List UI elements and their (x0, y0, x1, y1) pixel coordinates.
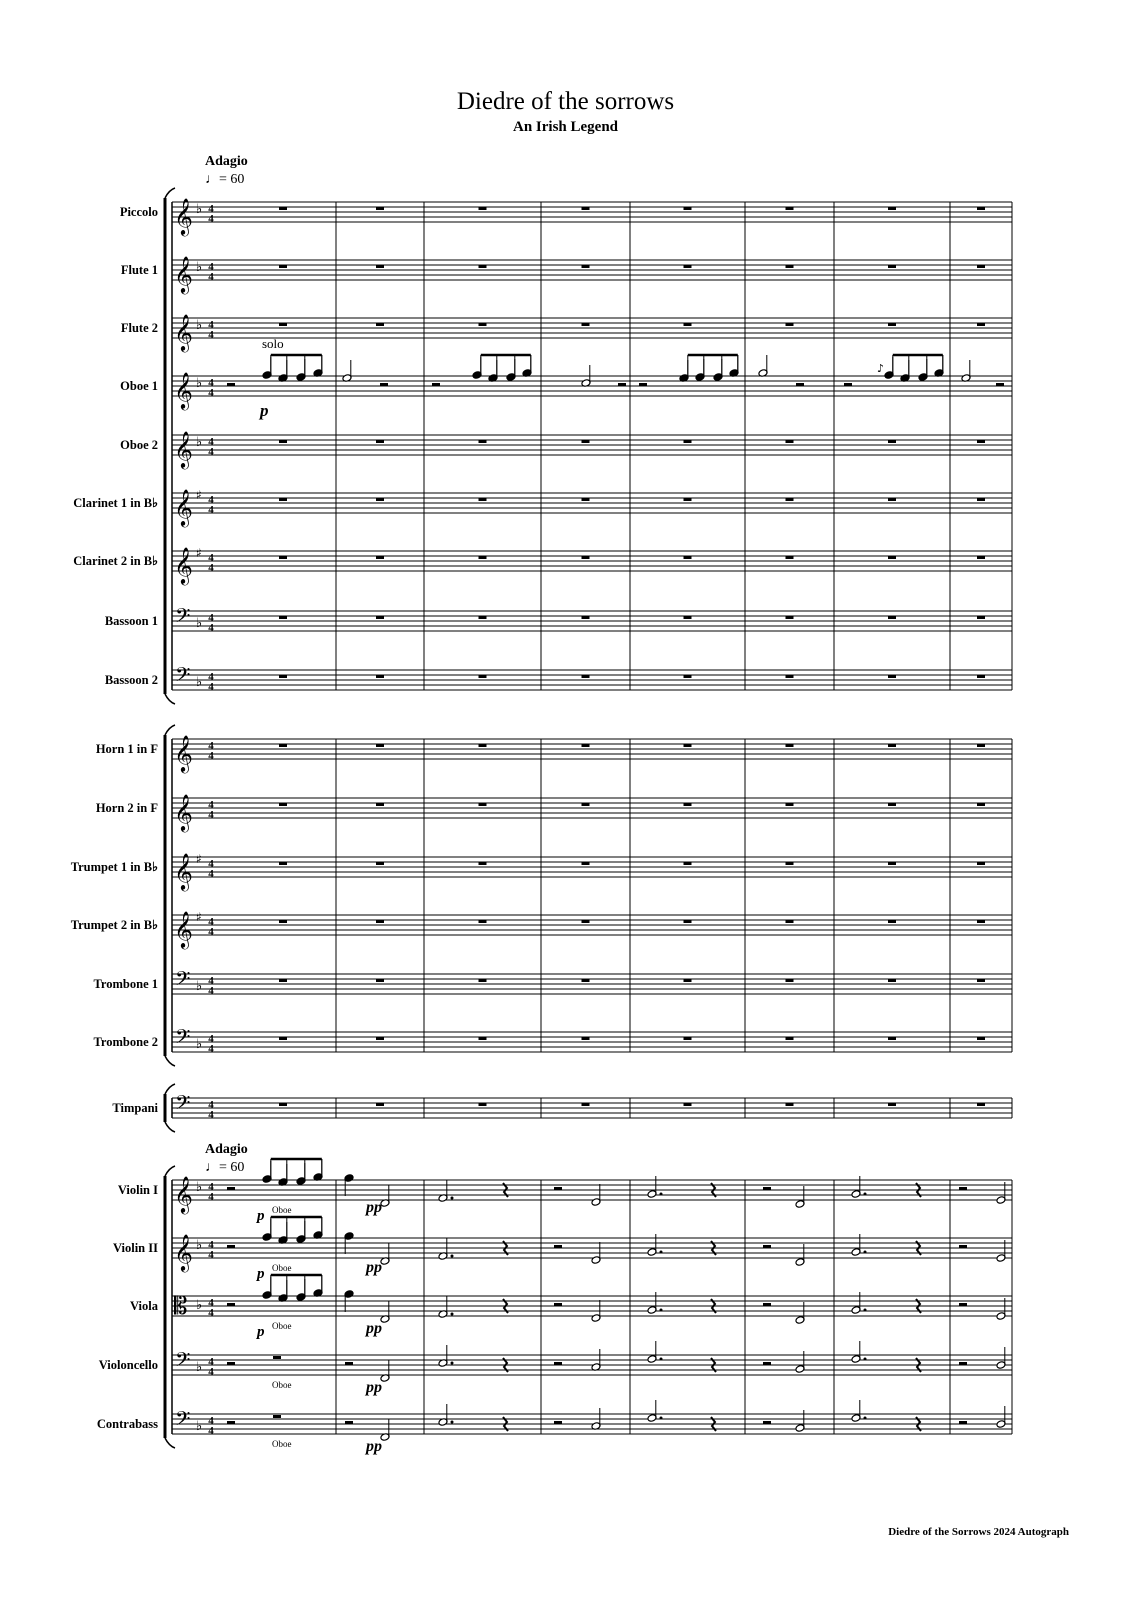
time-signature-bottom: 4 (208, 926, 214, 938)
bass-clef: 𝄢 (175, 1407, 191, 1435)
dynamic-marking: p (257, 1266, 265, 1282)
key-signature-flat: ♭ (196, 1180, 203, 1195)
time-signature-top: 4 (208, 261, 214, 273)
augmentation-dot (451, 1421, 454, 1424)
instrument-label: Piccolo (119, 205, 158, 219)
time-signature-bottom: 4 (208, 985, 214, 997)
instrument-label: Horn 2 in F (95, 801, 158, 815)
augmentation-dot (660, 1251, 663, 1254)
time-signature-top: 4 (208, 612, 214, 624)
whole-rest (786, 862, 794, 865)
half-rest (996, 383, 1004, 386)
dynamic-marking: p (257, 1208, 265, 1224)
time-signature-bottom: 4 (208, 809, 214, 821)
dynamic-marking: p (260, 401, 269, 420)
half-rest (763, 1303, 771, 1306)
half-rest (227, 383, 235, 386)
footer-text: Diedre of the Sorrows 2024 Autograph (888, 1526, 1069, 1538)
instrument-label: Trumpet 1 in B♭ (70, 860, 158, 874)
whole-rest (376, 979, 384, 982)
whole-rest (279, 556, 287, 559)
whole-rest (786, 803, 794, 806)
half-rest (345, 1421, 353, 1424)
whole-rest (582, 979, 590, 982)
whole-rest (279, 979, 287, 982)
augmentation-dot (864, 1358, 867, 1361)
whole-rest (786, 675, 794, 678)
whole-rest (888, 862, 896, 865)
half-rest (639, 383, 647, 386)
cue-label: Oboe (272, 1380, 292, 1390)
instrument-label: Oboe 1 (120, 379, 158, 393)
key-signature-flat: ♭ (196, 202, 203, 217)
treble-clef: 𝄞 (174, 197, 193, 235)
time-signature-top: 4 (208, 1239, 214, 1251)
whole-rest (977, 862, 985, 865)
instrument-label: Violin I (117, 1183, 158, 1197)
time-signature-bottom: 4 (208, 1109, 214, 1121)
whole-rest (977, 323, 985, 326)
whole-rest (582, 862, 590, 865)
time-signature-top: 4 (208, 671, 214, 683)
time-signature-bottom: 4 (208, 1307, 214, 1319)
whole-rest (376, 323, 384, 326)
whole-rest (279, 1103, 287, 1106)
whole-rest (786, 920, 794, 923)
whole-rest (786, 744, 794, 747)
dynamic-marking: pp (366, 1438, 382, 1455)
treble-clef: 𝄞 (174, 430, 193, 468)
instrument-label: Flute 2 (120, 321, 158, 335)
instrument-label: Clarinet 1 in B♭ (73, 496, 158, 510)
whole-rest (479, 323, 487, 326)
time-signature-top: 4 (208, 377, 214, 389)
whole-rest (888, 920, 896, 923)
whole-rest (582, 265, 590, 268)
instrument-label: Violin II (112, 1241, 158, 1255)
whole-rest (479, 803, 487, 806)
dynamic-marking: pp (366, 1259, 382, 1276)
augmentation-dot (864, 1309, 867, 1312)
bracket-hook (165, 1056, 175, 1066)
half-rest (554, 1245, 562, 1248)
whole-rest (479, 675, 487, 678)
time-signature-top: 4 (208, 740, 214, 752)
whole-rest (582, 675, 590, 678)
bass-clef: 𝄢 (175, 604, 191, 632)
augmentation-dot (451, 1362, 454, 1365)
whole-rest (786, 1103, 794, 1106)
whole-rest (479, 744, 487, 747)
key-signature-flat: ♭ (196, 318, 203, 333)
key-signature-flat: ♭ (196, 260, 203, 275)
half-rest (227, 1362, 235, 1365)
whole-rest (582, 744, 590, 747)
whole-rest (684, 616, 692, 619)
whole-rest (376, 556, 384, 559)
treble-clef: 𝄞 (174, 793, 193, 831)
time-signature-bottom: 4 (208, 387, 214, 399)
bracket-hook (165, 1438, 175, 1448)
whole-rest (684, 323, 692, 326)
whole-rest (977, 920, 985, 923)
half-rest (554, 1187, 562, 1190)
time-signature-bottom: 4 (208, 750, 214, 762)
whole-rest (479, 979, 487, 982)
whole-rest (977, 616, 985, 619)
key-signature-sharp: ♯ (196, 488, 202, 502)
augmentation-dot (451, 1313, 454, 1316)
instrument-label: Contrabass (96, 1417, 158, 1431)
whole-rest (582, 1103, 590, 1106)
instrument-label: Flute 1 (120, 263, 158, 277)
key-signature-flat: ♭ (196, 376, 203, 391)
whole-rest (582, 1037, 590, 1040)
bass-clef: 𝄢 (175, 1348, 191, 1376)
whole-rest (479, 440, 487, 443)
whole-rest (786, 265, 794, 268)
whole-rest (977, 498, 985, 501)
time-signature-top: 4 (208, 1099, 214, 1111)
whole-rest (888, 803, 896, 806)
key-signature-flat: ♭ (196, 675, 203, 690)
bass-clef: 𝄢 (175, 1025, 191, 1053)
time-signature-top: 4 (208, 975, 214, 987)
augmentation-dot (451, 1197, 454, 1200)
half-rest (959, 1421, 967, 1424)
whole-rest (279, 498, 287, 501)
whole-rest (888, 556, 896, 559)
whole-rest (684, 744, 692, 747)
augmentation-dot (864, 1193, 867, 1196)
augmentation-dot (451, 1255, 454, 1258)
half-rest (959, 1187, 967, 1190)
bracket-hook (165, 1084, 175, 1094)
whole-rest (888, 744, 896, 747)
whole-rest (684, 440, 692, 443)
whole-rest (888, 498, 896, 501)
whole-rest (977, 1037, 985, 1040)
whole-rest (888, 265, 896, 268)
half-rest (227, 1421, 235, 1424)
whole-rest (684, 979, 692, 982)
key-signature-flat: ♭ (196, 1238, 203, 1253)
whole-rest (479, 207, 487, 210)
whole-rest (684, 265, 692, 268)
treble-clef: 𝄞 (174, 255, 193, 293)
whole-rest (376, 744, 384, 747)
half-rest (380, 383, 388, 386)
half-rest (959, 1245, 967, 1248)
whole-rest (376, 1103, 384, 1106)
whole-rest (977, 440, 985, 443)
whole-rest (684, 803, 692, 806)
whole-rest (279, 1037, 287, 1040)
instrument-label: Trombone 1 (93, 977, 158, 991)
whole-rest (479, 862, 487, 865)
whole-rest (279, 803, 287, 806)
whole-rest (977, 803, 985, 806)
whole-rest (479, 498, 487, 501)
treble-clef: 𝄞 (174, 852, 193, 890)
treble-clef: 𝄞 (174, 910, 193, 948)
whole-rest (582, 323, 590, 326)
key-signature-flat: ♭ (196, 1360, 203, 1375)
whole-rest (479, 556, 487, 559)
key-signature-flat: ♭ (196, 979, 203, 994)
time-signature-bottom: 4 (208, 213, 214, 225)
whole-rest (582, 616, 590, 619)
whole-rest (376, 1037, 384, 1040)
key-signature-flat: ♭ (196, 1298, 203, 1313)
whole-rest (582, 207, 590, 210)
whole-rest (977, 1103, 985, 1106)
time-signature-top: 4 (208, 203, 214, 215)
whole-rest (376, 440, 384, 443)
key-signature-flat: ♭ (196, 435, 203, 450)
whole-rest (888, 207, 896, 210)
whole-rest (786, 498, 794, 501)
instrument-label: Timpani (112, 1101, 158, 1115)
whole-rest (977, 207, 985, 210)
augmentation-dot (660, 1358, 663, 1361)
whole-rest (279, 323, 287, 326)
half-rest (554, 1421, 562, 1424)
cue-label: Oboe (272, 1439, 292, 1449)
instrument-label: Bassoon 1 (104, 614, 158, 628)
time-signature-bottom: 4 (208, 681, 214, 693)
whole-rest (786, 556, 794, 559)
whole-rest (279, 744, 287, 747)
whole-rest (888, 440, 896, 443)
time-signature-bottom: 4 (208, 1043, 214, 1055)
whole-rest (376, 616, 384, 619)
time-signature-bottom: 4 (208, 504, 214, 516)
half-rest (763, 1362, 771, 1365)
key-signature-sharp: ♯ (196, 546, 202, 560)
whole-rest (786, 616, 794, 619)
time-signature-bottom: 4 (208, 1366, 214, 1378)
whole-rest (582, 440, 590, 443)
whole-rest (479, 265, 487, 268)
whole-rest (888, 979, 896, 982)
whole-rest (977, 265, 985, 268)
instrument-label: Clarinet 2 in B♭ (73, 554, 158, 568)
whole-rest (977, 556, 985, 559)
whole-rest (888, 323, 896, 326)
whole-rest (279, 616, 287, 619)
time-signature-bottom: 4 (208, 868, 214, 880)
whole-rest (479, 616, 487, 619)
time-signature-top: 4 (208, 1181, 214, 1193)
whole-rest (684, 207, 692, 210)
dynamic-marking: pp (366, 1320, 382, 1337)
dynamic-marking: p (257, 1324, 265, 1340)
augmentation-dot (864, 1251, 867, 1254)
grace-note: ♪ (877, 362, 885, 375)
bass-clef: 𝄢 (175, 967, 191, 995)
whole-rest (279, 920, 287, 923)
whole-rest (786, 1037, 794, 1040)
time-signature-top: 4 (208, 1415, 214, 1427)
half-rest (554, 1303, 562, 1306)
whole-rest (786, 207, 794, 210)
treble-clef: 𝄞 (174, 546, 193, 584)
whole-rest (888, 675, 896, 678)
dynamic-marking: pp (366, 1379, 382, 1396)
time-signature-top: 4 (208, 1297, 214, 1309)
time-signature-top: 4 (208, 552, 214, 564)
instrument-label: Viola (129, 1299, 158, 1313)
time-signature-top: 4 (208, 916, 214, 928)
half-rest (844, 383, 852, 386)
half-rest (227, 1303, 235, 1306)
whole-rest (376, 207, 384, 210)
whole-rest (582, 498, 590, 501)
time-signature-top: 4 (208, 494, 214, 506)
metronome-mark: ♩= 60 (205, 172, 245, 187)
whole-rest (279, 265, 287, 268)
whole-rest (684, 1037, 692, 1040)
time-signature-bottom: 4 (208, 329, 214, 341)
time-signature-bottom: 4 (208, 1249, 214, 1261)
time-signature-bottom: 4 (208, 271, 214, 283)
time-signature-bottom: 4 (208, 622, 214, 634)
whole-rest (786, 440, 794, 443)
whole-rest (582, 920, 590, 923)
augmentation-dot (864, 1417, 867, 1420)
whole-rest (684, 498, 692, 501)
whole-rest (684, 1103, 692, 1106)
half-rest (345, 1362, 353, 1365)
bracket-hook (165, 1122, 175, 1132)
whole-rest (479, 920, 487, 923)
time-signature-top: 4 (208, 858, 214, 870)
whole-rest (479, 1103, 487, 1106)
cue-label: Oboe (272, 1205, 292, 1215)
whole-rest (977, 675, 985, 678)
half-rest (227, 1187, 235, 1190)
whole-rest (888, 616, 896, 619)
half-rest (763, 1245, 771, 1248)
whole-rest (684, 556, 692, 559)
whole-rest (977, 979, 985, 982)
treble-clef: 𝄞 (174, 488, 193, 526)
alto-clef: 𝄡 (174, 1292, 188, 1320)
bass-clef: 𝄢 (175, 663, 191, 691)
half-rest (554, 1362, 562, 1365)
instrument-label: Trumpet 2 in B♭ (70, 918, 158, 932)
half-rest (763, 1187, 771, 1190)
whole-rest (279, 440, 287, 443)
whole-rest (279, 862, 287, 865)
treble-clef: 𝄞 (174, 313, 193, 351)
time-signature-bottom: 4 (208, 1191, 214, 1203)
instrument-label: Violoncello (98, 1358, 158, 1372)
time-signature-bottom: 4 (208, 1425, 214, 1437)
score-title: Diedre of the sorrows (456, 88, 675, 115)
whole-rest (684, 862, 692, 865)
whole-rest (376, 862, 384, 865)
key-signature-sharp: ♯ (196, 852, 202, 866)
half-rest (273, 1356, 281, 1359)
whole-rest (786, 323, 794, 326)
tempo-text: Adagio (205, 154, 248, 169)
dynamic-marking: pp (366, 1199, 382, 1216)
time-signature-top: 4 (208, 1033, 214, 1045)
tempo-text: Adagio (205, 1142, 248, 1157)
bracket-hook (165, 694, 175, 704)
key-signature-sharp: ♯ (196, 910, 202, 924)
key-signature-flat: ♭ (196, 616, 203, 631)
treble-clef: 𝄞 (174, 371, 193, 409)
cue-label: Oboe (272, 1321, 292, 1331)
augmentation-dot (660, 1309, 663, 1312)
whole-rest (279, 675, 287, 678)
time-signature-top: 4 (208, 319, 214, 331)
whole-rest (684, 675, 692, 678)
half-rest (227, 1245, 235, 1248)
half-rest (273, 1415, 281, 1418)
half-rest (959, 1303, 967, 1306)
time-signature-top: 4 (208, 799, 214, 811)
whole-rest (684, 920, 692, 923)
whole-rest (376, 675, 384, 678)
time-signature-top: 4 (208, 436, 214, 448)
whole-rest (888, 1103, 896, 1106)
whole-rest (479, 1037, 487, 1040)
key-signature-flat: ♭ (196, 1419, 203, 1434)
cue-label: Oboe (272, 1263, 292, 1273)
whole-rest (376, 498, 384, 501)
augmentation-dot (660, 1193, 663, 1196)
half-rest (618, 383, 626, 386)
treble-clef: 𝄞 (174, 1233, 193, 1271)
treble-clef: 𝄞 (174, 734, 193, 772)
instrument-label: Bassoon 2 (104, 673, 158, 687)
whole-rest (786, 979, 794, 982)
half-rest (763, 1421, 771, 1424)
half-rest (432, 383, 440, 386)
bass-clef: 𝄢 (175, 1091, 191, 1119)
key-signature-flat: ♭ (196, 1037, 203, 1052)
instrument-label: Trombone 2 (93, 1035, 158, 1049)
half-rest (796, 383, 804, 386)
treble-clef: 𝄞 (174, 1175, 193, 1213)
whole-rest (376, 265, 384, 268)
whole-rest (582, 556, 590, 559)
whole-rest (582, 803, 590, 806)
whole-rest (376, 920, 384, 923)
whole-rest (977, 744, 985, 747)
instrument-label: Oboe 2 (120, 438, 158, 452)
whole-rest (376, 803, 384, 806)
half-rest (959, 1362, 967, 1365)
score-subtitle: An Irish Legend (512, 119, 619, 135)
instrument-label: Horn 1 in F (95, 742, 158, 756)
augmentation-dot (660, 1417, 663, 1420)
time-signature-bottom: 4 (208, 446, 214, 458)
time-signature-top: 4 (208, 1356, 214, 1368)
solo-marking: solo (262, 336, 284, 351)
time-signature-bottom: 4 (208, 562, 214, 574)
whole-rest (888, 1037, 896, 1040)
metronome-mark: ♩= 60 (205, 1160, 245, 1175)
whole-rest (279, 207, 287, 210)
